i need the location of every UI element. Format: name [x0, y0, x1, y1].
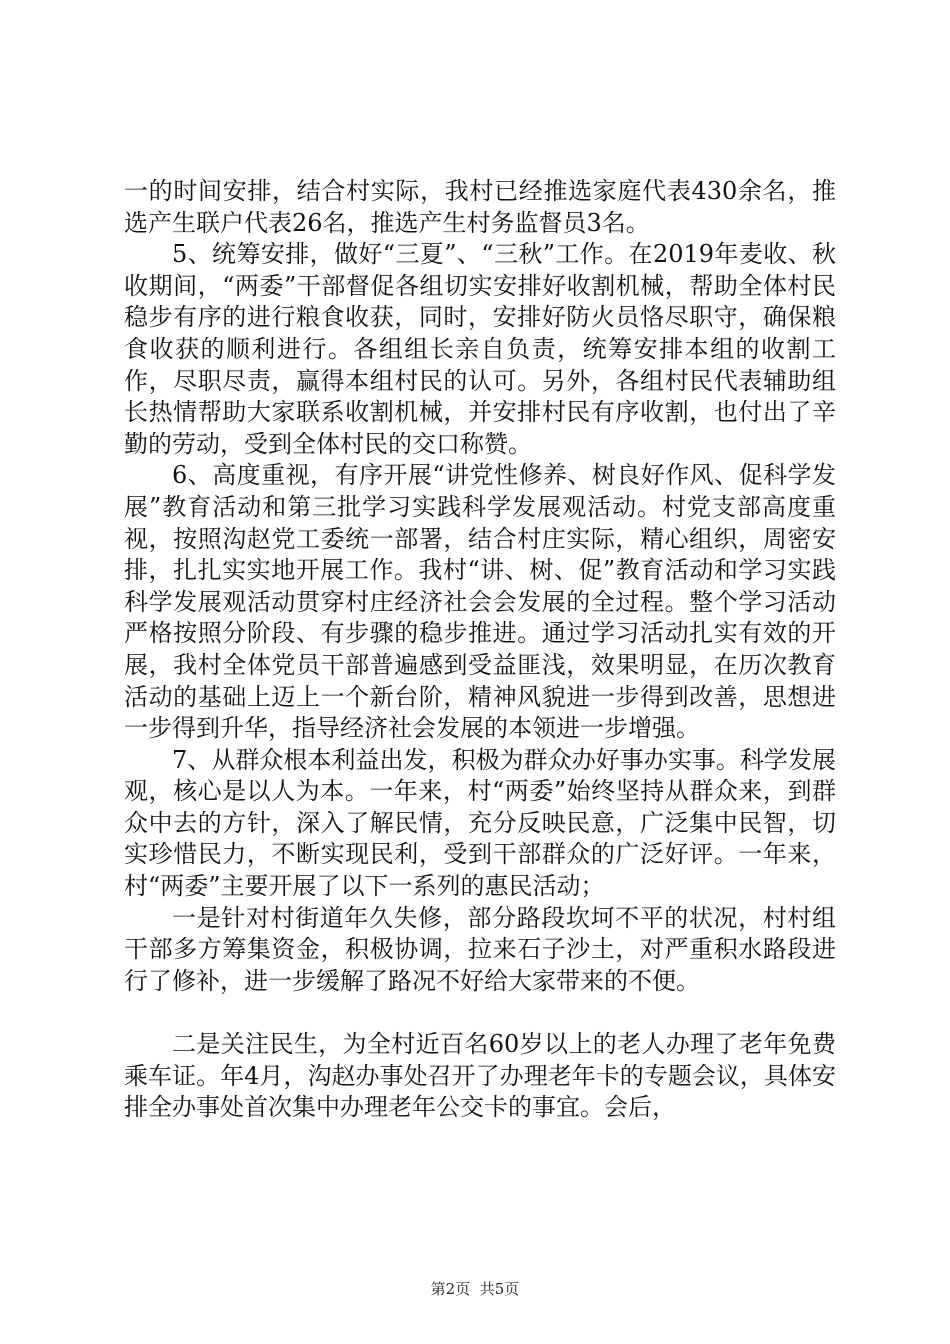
page-total: 共5页: [479, 1280, 520, 1298]
paragraph-second-measure: 二是关注民生，为全村近百名60岁以上的老人办理了老年免费乘车证。年4月，沟赵办事处召开了办理老年卡的专题会议，具体安排全办事处首次集中办理老年公交卡的事宜。会后，: [124, 1030, 836, 1122]
page-footer: [0, 1279, 950, 1299]
paragraph-continuation: 一的时间安排，结合村实际，我村已经推选家庭代表430余名，推选产生联户代表26名，推选产生村务监督员3名。: [124, 177, 836, 237]
document-body: [124, 176, 836, 1124]
paragraph-gap: [124, 997, 836, 1029]
paragraph-item-6: 6、高度重视，有序开展“讲党性修养、树良好作风、促科学发展”教育活动和第三批学习实践科学发展观活动。村党支部高度重视，按照沟赵党工委统一部署，结合村庄实际，精心组织，周密安排，扎扎实实地开展工作。我村“讲、树、促”教育活动和学习实践科学发展观活动贯穿村庄经济社会会发展的全过程。整个学习活动严格按照分阶段、有步骤的稳步推进。通过学习活动扎实有效的开展，我村全体党员干部普遍感到受益匪浅，效果明显，在历次教育活动的基础上迈上一个新台阶，精神风貌进一步得到改善，思想进一步得到升华，指导经济社会发展的本领进一步增强。: [124, 461, 836, 743]
page-number: 第2页: [430, 1280, 471, 1298]
paragraph-item-7: 7、从群众根本利益出发，积极为群众办好事办实事。科学发展观，核心是以人为本。一年来，村“两委”始终坚持从群众来，到群众中去的方针，深入了解民情，充分反映民意，广泛集中民智，切实珍惜民力，不断实现民利，受到干部群众的广泛好评。一年来，村“两委”主要开展了以下一系列的惠民活动；: [124, 745, 836, 901]
footer-separator: [470, 1280, 480, 1298]
paragraph-first-measure: 一是针对村街道年久失修，部分路段坎坷不平的状况，村村组干部多方筹集资金，积极协调，拉来石子沙土，对严重积水路段进行了修补，进一步缓解了路况不好给大家带来的不便。: [124, 903, 836, 995]
paragraph-item-5: 5、统筹安排，做好“三夏”、“三秋”工作。在2019年麦收、秋收期间，“两委”干部督促各组切实安排好收割机械，帮助全体村民稳步有序的进行粮食收获，同时，安排好防火员恪尽职守，确保粮食收获的顺利进行。各组组长亲自负责，统筹安排本组的收割工作，尽职尽责，赢得本组村民的认可。另外，各组村民代表辅助组长热情帮助大家联系收割机械，并安排村民有序收割，也付出了辛勤的劳动，受到全体村民的交口称赞。: [124, 240, 836, 458]
